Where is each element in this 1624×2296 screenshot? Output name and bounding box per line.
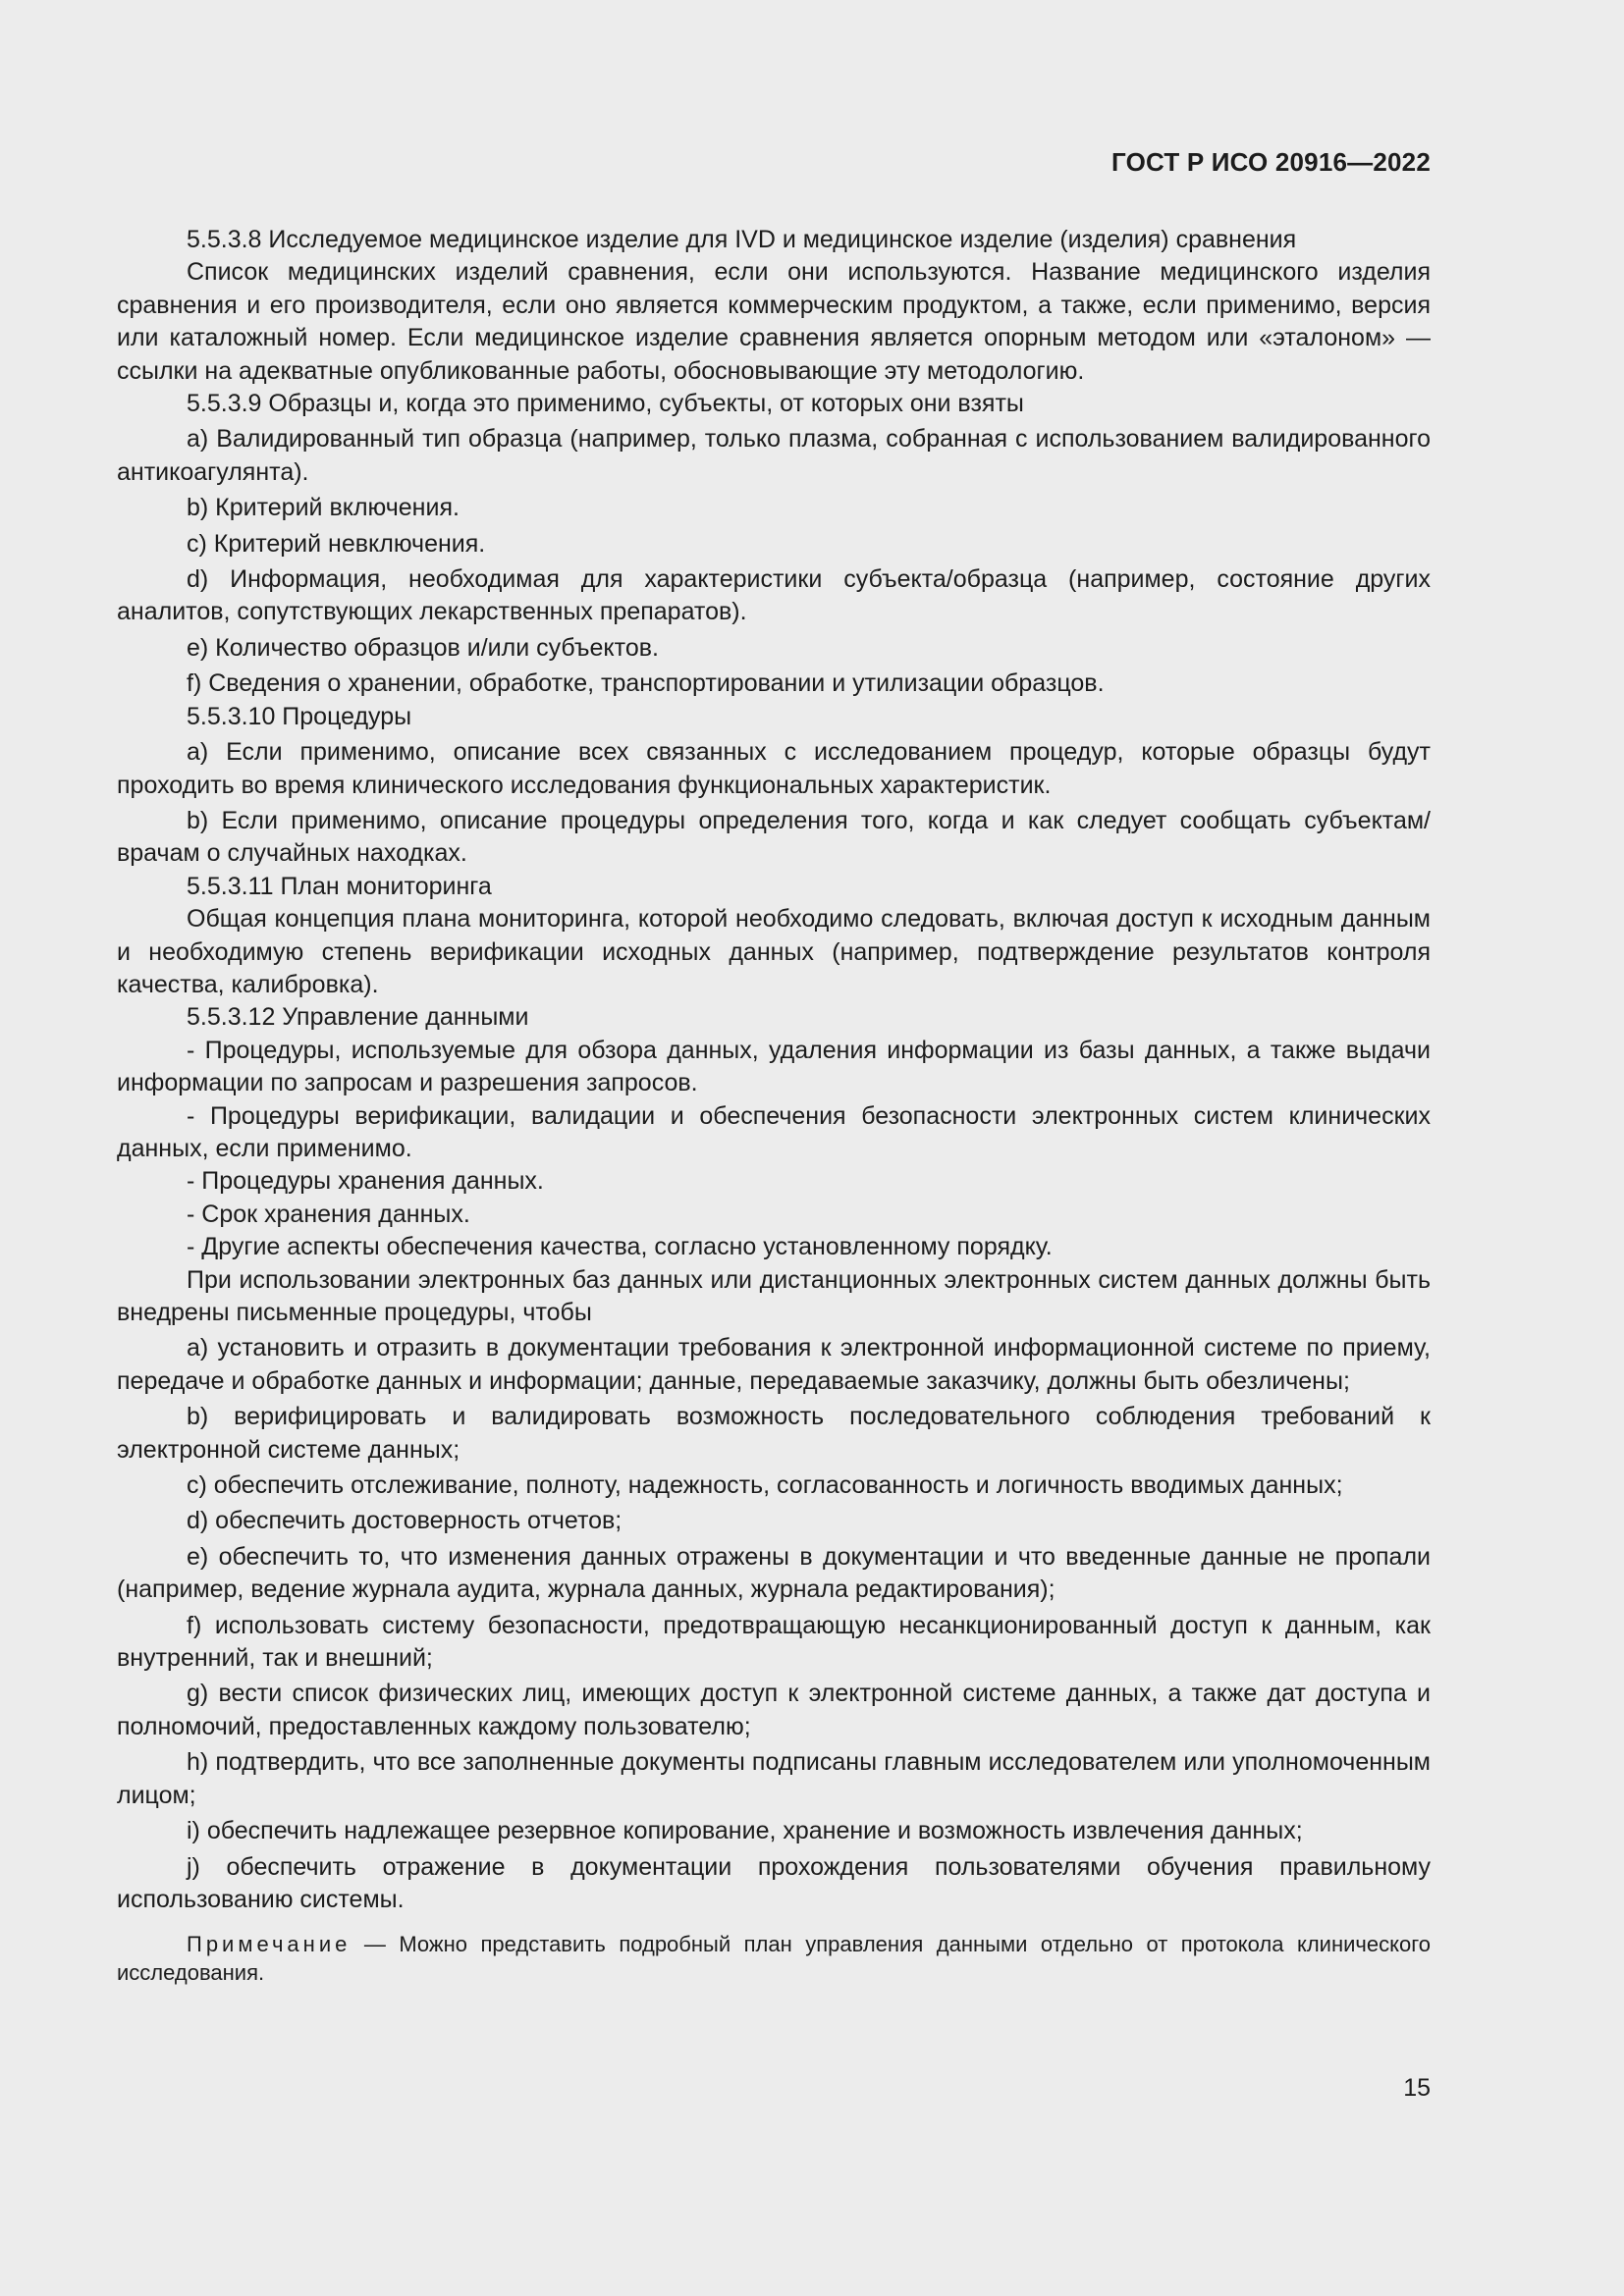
list-item: j) обеспечить отражение в документации прохождения пользователями обучения правильному использованию системы. [117,1852,1431,1913]
list-item: f) использовать систему безопасности, предотвращающую несанкционированный доступ к данным, как внутренний, так и внешний; [117,1611,1431,1673]
dash-list-item: - Срок хранения данных. [187,1200,470,1228]
list-item: f) Сведения о хранении, обработке, транспортировании и утилизации образцов. [187,669,1105,698]
list-item: c) обеспечить отслеживание, полноту, надежность, согласованность и логичность вводимых данных; [187,1471,1343,1500]
document-body [117,224,1431,1987]
note [117,1930,1431,1987]
section-heading-5-5-3-12: 5.5.3.12 Управление данными [187,1003,529,1032]
list-item: h) подтвердить, что все заполненные документы подписаны главным исследователем или уполномоченным лицом; [117,1748,1431,1809]
list-item: e) обеспечить то, что изменения данных отражены в документации и что введенные данные не пропали (например, ведение журнала аудита, журнала данных, журнала редактирования); [117,1542,1431,1604]
paragraph: Общая концепция плана мониторинга, которой необходимо следовать, включая доступ к исходным данным и необходимую степень верификации исходных данных (например, подтверждение результатов контроля качества, калибровка). [117,905,1431,998]
list-item: a) Валидированный тип образца (например, только плазма, собранная с использованием валидированного антикоагулянта). [117,425,1431,486]
dash-list-item: - Процедуры хранения данных. [187,1167,544,1196]
section-heading-5-5-3-11: 5.5.3.11 План мониторинга [187,872,492,900]
list-item: b) Если применимо, описание процедуры определения того, когда и как следует сообщать субъектам/врачам о случайных находках. [117,806,1431,868]
section-heading-5-5-3-10: 5.5.3.10 Процедуры [187,702,412,730]
list-item: e) Количество образцов и/или субъектов. [187,633,659,662]
paragraph: При использовании электронных баз данных или дистанционных электронных систем данных должны быть внедрены письменные процедуры, чтобы [117,1265,1431,1326]
page-number: 15 [1403,2074,1431,2102]
section-heading-5-5-3-8: 5.5.3.8 Исследуемое медицинское изделие для IVD и медицинское изделие (изделия) сравнения [187,226,1297,253]
note-label: Примечание [187,1932,352,1957]
dash-list-item: - Процедуры верификации, валидации и обеспечения безопасности электронных систем клинических данных, если применимо. [117,1101,1431,1162]
paragraph: Список медицинских изделий сравнения, если они используются. Название медицинского изделия сравнения и его производителя, если оно является коммерческим продуктом, а также, если применимо, версия или каталожный номер. Если медицинское изделие сравнения является опорным методом или «эталоном» — ссылки на адекватные опубликованные работы, обосновывающие эту методологию. [117,258,1431,385]
list-item: d) Информация, необходимая для характеристики субъекта/образца (например, состояние других аналитов, сопутствующих лекарственных препаратов). [117,565,1431,626]
list-item: a) Если применимо, описание всех связанных с исследованием процедур, которые образцы будут проходить во время клинического исследования функциональных характеристик. [117,738,1431,799]
section-heading-5-5-3-9: 5.5.3.9 Образцы и, когда это применимо, субъекты, от которых они взяты [187,390,1024,418]
list-item: a) установить и отразить в документации требования к электронной информационной системе по приему, передаче и обработке данных и информации; данные, передаваемые заказчику, должны быть обезличены; [117,1334,1431,1395]
list-item: i) обеспечить надлежащее резервное копирование, хранение и возможность извлечения данных; [187,1817,1303,1845]
list-item: d) обеспечить достоверность отчетов; [187,1507,623,1535]
list-item: b) Критерий включения. [187,494,460,522]
note-text: — Можно представить подробный план управления данными отдельно от протокола клинического исследования. [117,1932,1431,1986]
list-item: b) верифицировать и валидировать возможность последовательного соблюдения требований к электронной системе данных; [117,1403,1431,1464]
dash-list-item: - Процедуры, используемые для обзора данных, удаления информации из базы данных, а также выдачи информации по запросам и разрешения запросов. [117,1036,1431,1097]
list-item: c) Критерий невключения. [187,529,486,558]
document-standard-id: ГОСТ Р ИСО 20916—2022 [1110,147,1431,177]
dash-list-item: - Другие аспекты обеспечения качества, согласно установленному порядку. [187,1233,1053,1261]
list-item: g) вести список физических лиц, имеющих доступ к электронной системе данных, а также дат доступа и полномочий, предоставленных каждому пользователю; [117,1680,1431,1740]
